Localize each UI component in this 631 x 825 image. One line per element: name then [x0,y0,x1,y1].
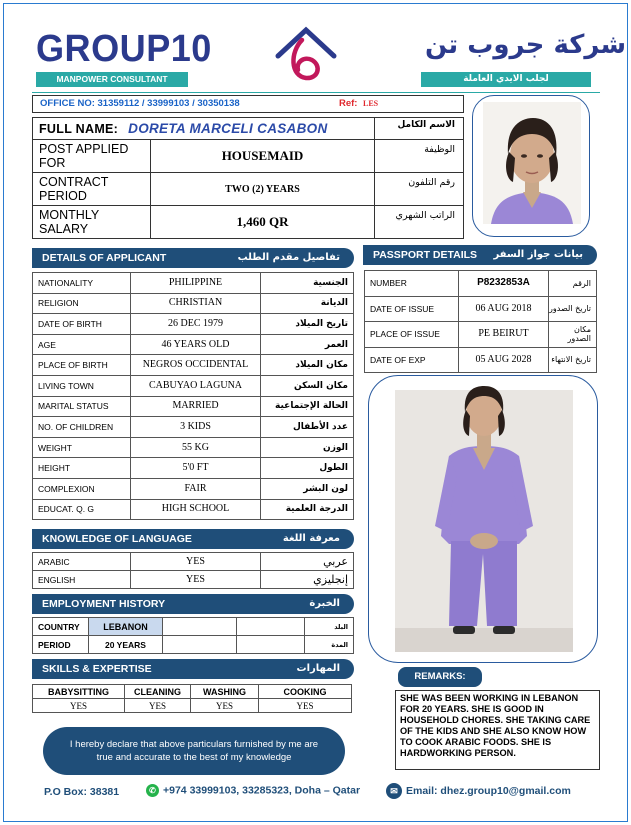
skills-title-arabic: المهارات [296,663,340,674]
passport-row-value: P8232853A [459,271,549,297]
language-row-value: YES [131,553,261,571]
passport-title: PASSPORT DETAILS [373,249,478,261]
detail-row-value: 55 KG [131,437,261,458]
passport-title-arabic: بيانات جواز السفر [493,249,583,260]
details-title-arabic: تفاصيل مقدم الطلب [237,252,340,263]
detail-row [33,417,354,438]
skills-section-header [32,659,354,679]
employment-period-row [33,636,354,654]
whatsapp-icon: ✆ [146,784,159,797]
language-row-label: ENGLISH [33,571,131,589]
email-icon: ✉ [386,783,402,799]
full-name-arabic: الاسم الكامل [375,118,464,140]
skill-header-cooking: COOKING [259,685,352,699]
period-value: 20 YEARS [89,636,163,654]
detail-row-value: 3 KIDS [131,417,261,438]
full-name-label: FULL NAME: [39,122,119,136]
personal-info-table [32,117,464,239]
details-table [32,272,354,520]
detail-row-ar: لون البشر [261,478,354,499]
detail-row-ar: تاريخ الميلاد [261,314,354,335]
remarks-text: SHE WAS BEEN WORKING IN LEBANON FOR 20 YEARS. SHE IS GOOD IN HOUSEHOLD CHORES. SHE TAKING CARE OF THE KIDS AND SHE ALSO KNOW HOW TO COOK ARABIC FOODS. SHE IS HARDWORKING PERSON. [395,690,600,770]
skill-value-cleaning: YES [125,699,191,713]
skills-header-row [33,685,352,699]
salary-value: 1,460 QR [151,206,375,239]
po-box: P.O Box: 38381 [44,786,120,798]
employment-section-header [32,594,354,614]
detail-row [33,334,354,355]
country-arabic: البلد [305,618,354,636]
country-label: COUNTRY [33,618,89,636]
detail-row-label: WEIGHT [33,437,131,458]
detail-row-ar: الطول [261,458,354,479]
employment-country-row [33,618,354,636]
detail-row-label: NATIONALITY [33,273,131,294]
passport-row [365,322,597,348]
detail-row-ar: الوزن [261,437,354,458]
detail-row [33,355,354,376]
office-numbers-box [32,95,464,113]
language-row-label: ARABIC [33,553,131,571]
employment-title: EMPLOYMENT HISTORY [42,598,166,610]
passport-table [364,270,597,373]
passport-row-value: 06 AUG 2018 [459,296,549,322]
period-label: PERIOD [33,636,89,654]
office-numbers: OFFICE NO: 31359112 / 33999103 / 30350138 [40,98,240,109]
skill-value-babysitting: YES [33,699,125,713]
detail-row-value: MARRIED [131,396,261,417]
skills-value-row [33,699,352,713]
skills-table [32,684,352,713]
skill-header-babysitting: BABYSITTING [33,685,125,699]
arabic-logo: شركة جروب تن [425,30,627,60]
detail-row-ar: الحالة الإجتماعية [261,396,354,417]
detail-row-value: HIGH SCHOOL [131,499,261,520]
passport-row-label: PLACE OF ISSUE [365,322,459,348]
passport-row-ar: تاريخ الصدور [549,296,597,322]
passport-row [365,271,597,297]
detail-row-ar: عدد الأطفال [261,417,354,438]
declaration-line-2: true and accurate to the best of my knowledge [96,752,292,763]
detail-row-label: MARITAL STATUS [33,396,131,417]
period-empty-1 [163,636,237,654]
full-body-image [369,376,598,663]
detail-row [33,458,354,479]
employment-title-arabic: الخبرة [309,598,340,609]
detail-row [33,375,354,396]
language-title: KNOWLEDGE OF LANGUAGE [42,533,192,545]
detail-row-value: 46 YEARS OLD [131,334,261,355]
language-row-ar: إنجليزي [261,571,354,589]
passport-row-label: DATE OF EXP [365,347,459,373]
detail-row-value: PHILIPPINE [131,273,261,294]
country-empty-1 [163,618,237,636]
passport-row [365,347,597,373]
passport-row [365,296,597,322]
skill-header-cleaning: CLEANING [125,685,191,699]
group10-logo: GROUP10 [36,28,212,70]
country-value: LEBANON [89,618,163,636]
detail-row [33,499,354,520]
contract-arabic: رقم التلفون [375,173,464,206]
language-row [33,571,354,589]
skill-header-washing: WASHING [191,685,259,699]
country-empty-2 [237,618,305,636]
details-title: DETAILS OF APPLICANT [42,252,167,264]
period-arabic: المدة [305,636,354,654]
period-empty-2 [237,636,305,654]
detail-row-value: FAIR [131,478,261,499]
detail-row-ar: الديانة [261,293,354,314]
salary-label: MONTHLY SALARY [33,206,151,239]
language-title-arabic: معرفة اللغة [282,533,340,544]
detail-row [33,396,354,417]
detail-row-value: CHRISTIAN [131,293,261,314]
detail-row [33,314,354,335]
contract-label: CONTRACT PERIOD [33,173,151,206]
ref-label: Ref: [339,98,358,109]
passport-row-label: NUMBER [365,271,459,297]
detail-row-value: 5'0 FT [131,458,261,479]
detail-row-ar: الدرجة العلمية [261,499,354,520]
remarks-header: REMARKS: [398,667,482,687]
logo-tagline: MANPOWER CONSULTANT [36,72,188,87]
ref-value: LES [363,99,379,108]
email-contact[interactable] [386,783,571,799]
skill-value-washing: YES [191,699,259,713]
declaration-line-1: I hereby declare that above particulars furnished by me are [69,739,319,750]
company-emblem-icon [272,26,340,86]
skills-title: SKILLS & EXPERTISE [42,663,152,675]
passport-row-ar: الرقم [549,271,597,297]
language-section-header [32,529,354,549]
full-name-value: DORETA MARCELI CASABON [128,121,328,136]
language-row [33,553,354,571]
salary-arabic: الراتب الشهري [375,206,464,239]
skill-value-cooking: YES [259,699,352,713]
detail-row [33,478,354,499]
full-name-cell [33,118,375,140]
language-row-value: YES [131,571,261,589]
detail-row-label: HEIGHT [33,458,131,479]
contract-value: TWO (2) YEARS [151,173,375,206]
detail-row-label: DATE OF BIRTH [33,314,131,335]
detail-row-label: COMPLEXION [33,478,131,499]
detail-row [33,293,354,314]
passport-row-label: DATE OF ISSUE [365,296,459,322]
detail-row-ar: مكان الميلاد [261,355,354,376]
post-label: POST APPLIED FOR [33,140,151,173]
passport-row-ar: تاريخ الانتهاء [549,347,597,373]
detail-row-value: NEGROS OCCIDENTAL [131,355,261,376]
email-address[interactable]: Email: dhez.group10@gmail.com [406,784,571,797]
detail-row [33,273,354,294]
details-section-header [32,248,354,268]
applicant-full-body-photo [368,375,598,663]
phone-numbers: +974 33999103, 33285323, Doha – Qatar [163,784,361,797]
arabic-tagline: لجلب الايدي العاملة [421,72,591,87]
phone-contact [146,784,360,797]
detail-row-label: RELIGION [33,293,131,314]
portrait-image [473,96,590,237]
detail-row-ar: مكان السكن [261,375,354,396]
detail-row-label: EDUCAT. Q. G [33,499,131,520]
detail-row-label: AGE [33,334,131,355]
passport-section-header [363,245,597,265]
employment-table [32,617,354,654]
detail-row-value: 26 DEC 1979 [131,314,261,335]
post-value: HOUSEMAID [151,140,375,173]
detail-row-label: NO. OF CHILDREN [33,417,131,438]
header-divider [32,92,600,93]
applicant-portrait-photo [472,95,590,237]
passport-row-value: PE BEIRUT [459,322,549,348]
post-arabic: الوظيفة [375,140,464,173]
passport-row-ar: مكان الصدور [549,322,597,348]
language-table [32,552,354,589]
language-row-ar: عربي [261,553,354,571]
detail-row [33,437,354,458]
detail-row-ar: العمر [261,334,354,355]
detail-row-ar: الجنسية [261,273,354,294]
passport-row-value: 05 AUG 2028 [459,347,549,373]
detail-row-label: PLACE OF BIRTH [33,355,131,376]
declaration-box [43,727,345,775]
detail-row-label: LIVING TOWN [33,375,131,396]
detail-row-value: CABUYAO LAGUNA [131,375,261,396]
